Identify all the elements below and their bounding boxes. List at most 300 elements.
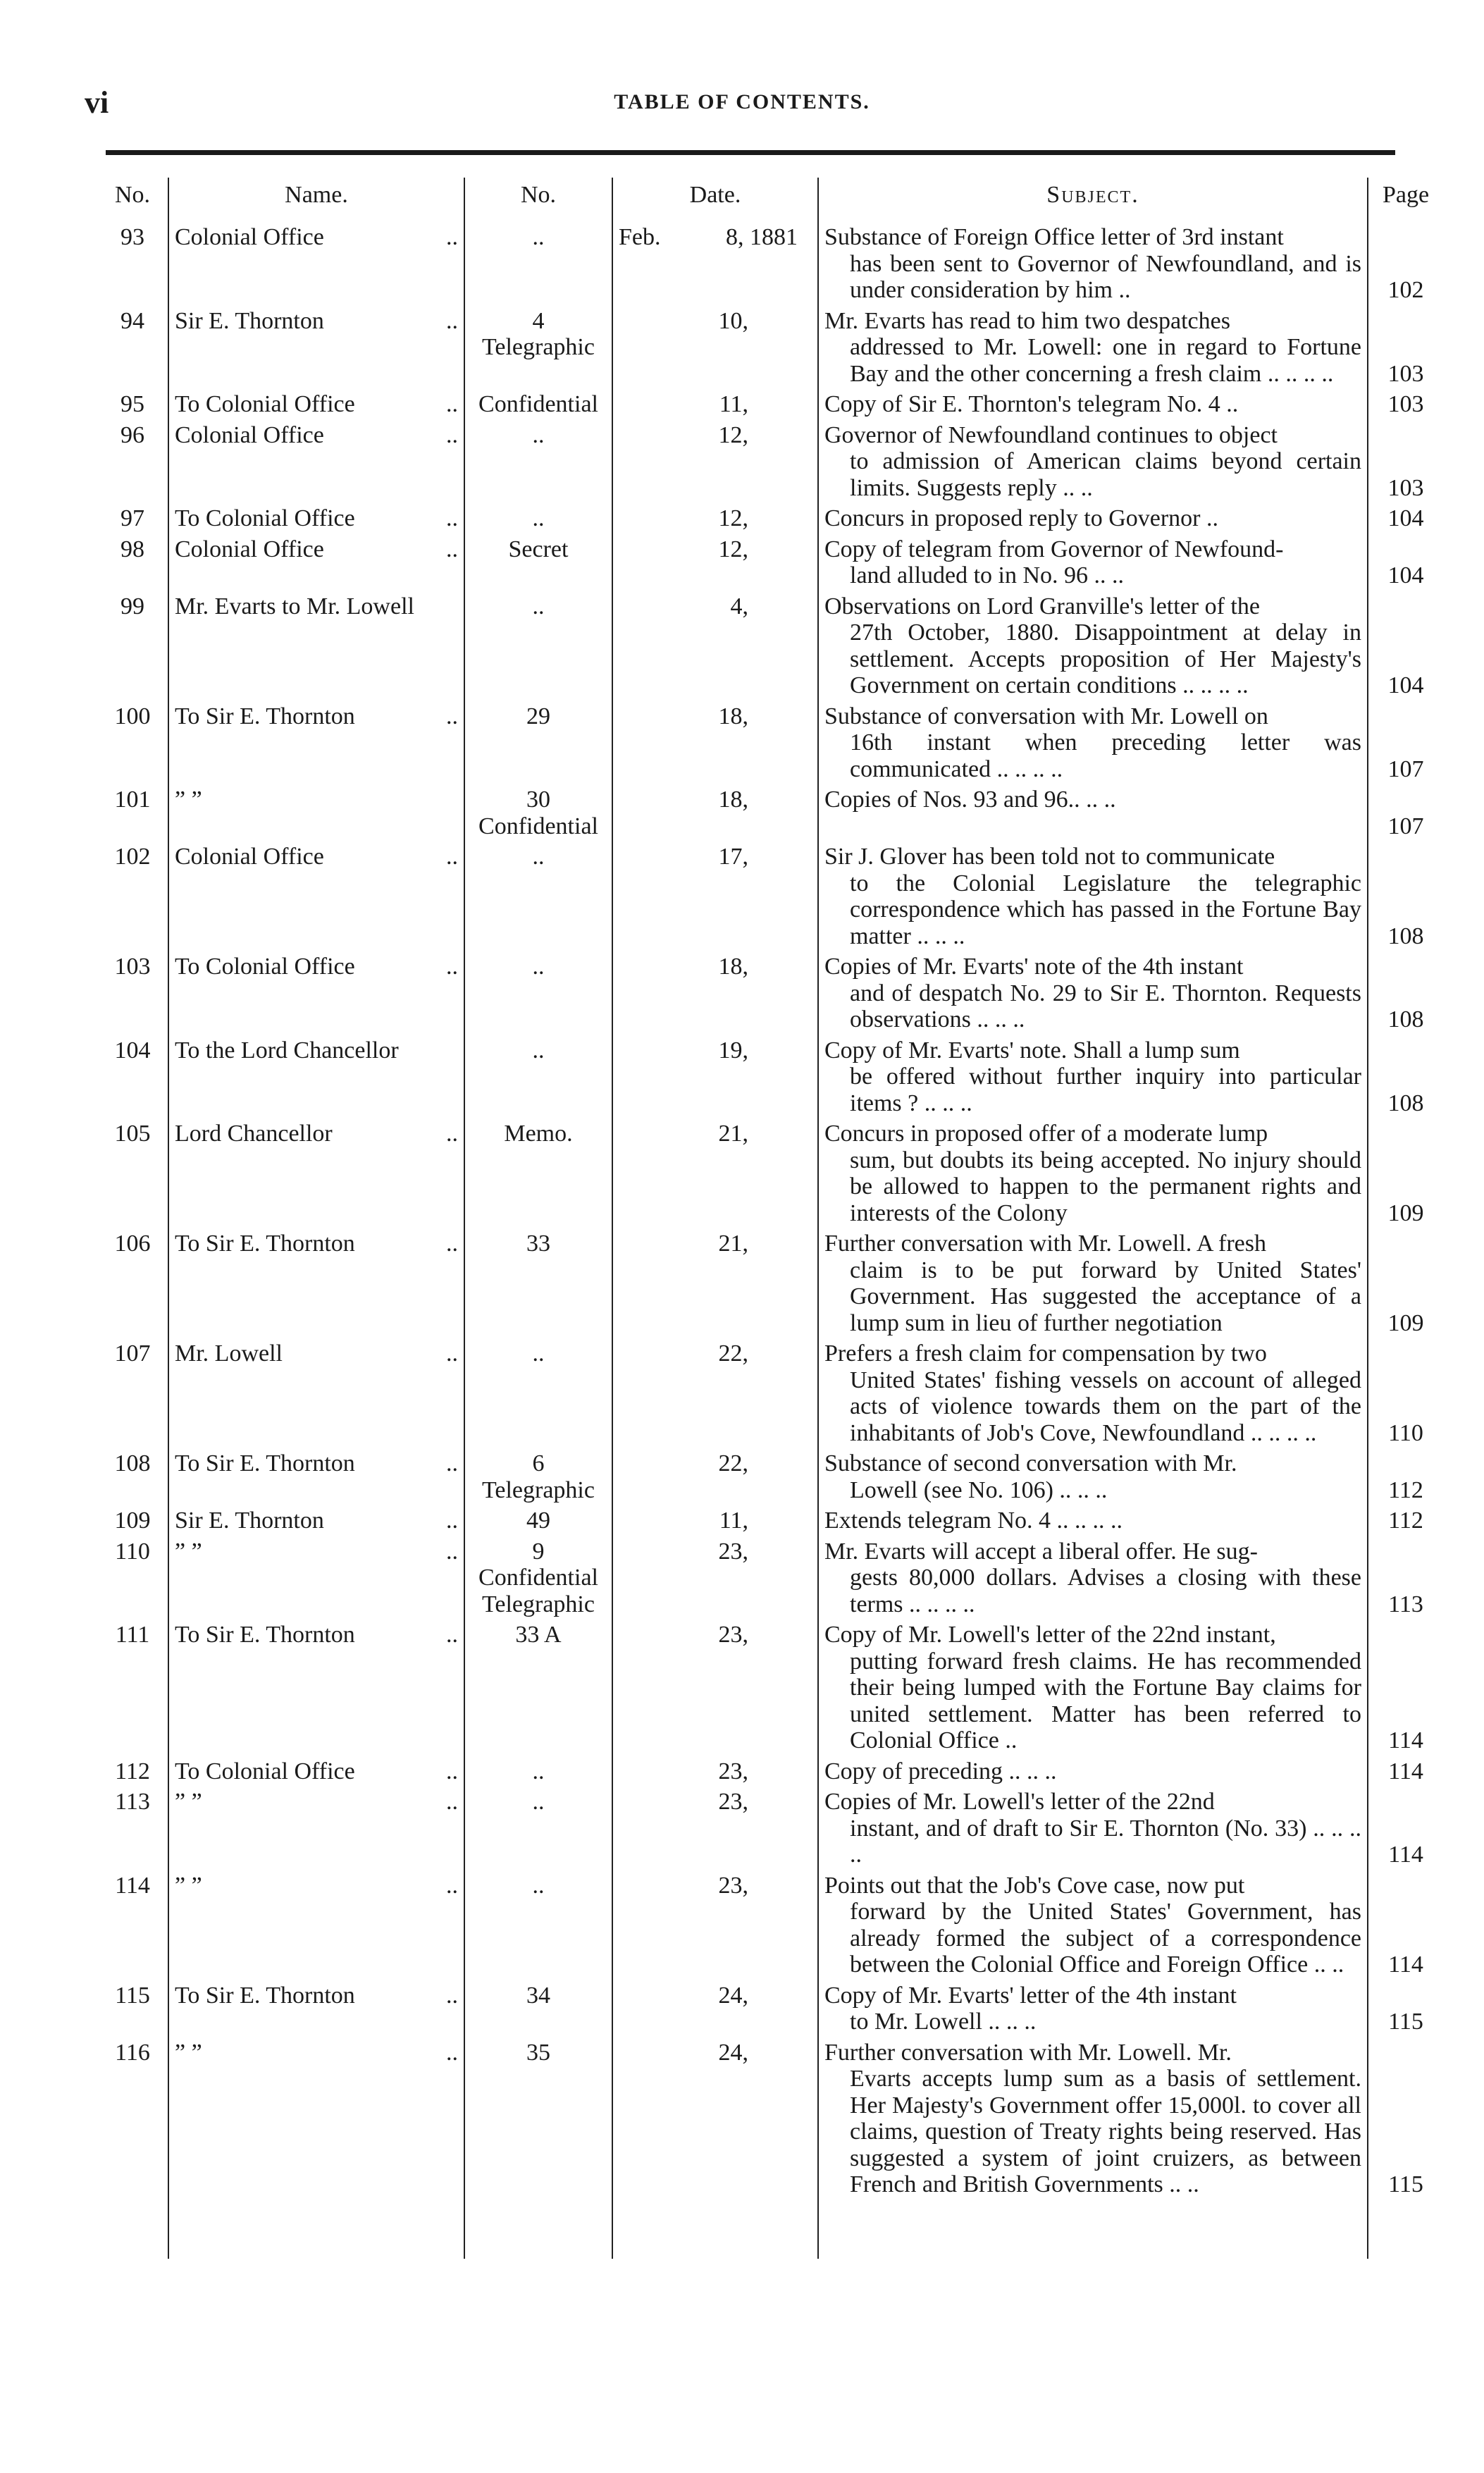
entry-subject-first-line: Mr. Evarts has read to him two despatches	[824, 307, 1230, 334]
entry-name-cell	[168, 703, 464, 787]
entry-subject-continuation: Lowell (see No. 106) .. .. ..	[850, 1476, 1108, 1503]
entry-date-wrap	[619, 1873, 812, 1899]
entry-subject-continuation: instant, and of draft to Sir E. Thornton (No. 33) .. .. .. ..	[850, 1815, 1361, 1868]
entry-number: 111	[115, 1622, 150, 1648]
entry-name-cell	[168, 2040, 464, 2202]
entry-name-leader: ..	[446, 1507, 458, 1534]
entry-subject-first-line: Substance of second conversation with Mr.	[824, 1450, 1237, 1476]
entry-date: 22,	[718, 1450, 748, 1476]
entry-subject-first-line: Concurs in proposed reply to Governor ..	[824, 505, 1219, 531]
entry-name: To Sir E. Thornton	[175, 1231, 355, 1257]
entry-page-number: 103	[1387, 391, 1424, 417]
table-row	[97, 308, 1443, 392]
entry-number: 102	[114, 844, 151, 870]
entry-subject	[818, 1340, 1368, 1450]
entry-date: 12,	[718, 421, 748, 448]
entry-date: 18,	[718, 954, 748, 980]
entry-despatch-number	[464, 308, 612, 392]
header-rule	[106, 150, 1395, 155]
entry-name: To the Lord Chancellor	[175, 1037, 399, 1063]
entry-subject-continuation: Evarts accepts lump sum as a basis of settlement. Her Majesty's Government offer 15,000l. to cover all claims, question of Treaty rights being reserved. Has suggested a system of joint cruizers, as between French and British Governments .. ..	[850, 2066, 1361, 2197]
entry-number: 99	[120, 593, 144, 619]
entry-number: 107	[114, 1340, 151, 1367]
entry-name-leader: ..	[446, 844, 458, 870]
entry-subject-first-line: Copy of Mr. Evarts' note. Shall a lump sum	[824, 1037, 1240, 1063]
contents-table	[97, 178, 1443, 2259]
entry-number: 112	[115, 1758, 150, 1784]
entry-date-wrap	[619, 593, 812, 620]
entry-despatch-number-text: ..	[532, 1340, 545, 1367]
entry-page-cell	[1368, 1121, 1443, 1231]
table-header-row	[97, 178, 1443, 224]
entry-page-cell	[1368, 1037, 1443, 1121]
entry-name-wrap	[175, 1758, 458, 1785]
entry-date-wrap	[619, 391, 812, 418]
entry-date-cell	[612, 1231, 818, 1340]
entry-despatch-number-text: ..	[532, 593, 545, 619]
entry-despatch-number-text: ..	[532, 844, 545, 870]
entry-page-number: 109	[1387, 1200, 1424, 1226]
entry-subject	[818, 1873, 1368, 1982]
entry-name-wrap	[175, 505, 458, 532]
entry-despatch-number	[464, 536, 612, 593]
entry-despatch-number	[464, 505, 612, 536]
entry-name-wrap	[175, 703, 458, 730]
entry-despatch-number-text: ..	[532, 224, 545, 250]
entry-subject-first-line: Points out that the Job's Cove case, now put	[824, 1872, 1245, 1899]
entry-page-cell	[1368, 1538, 1443, 1622]
table-row	[97, 1538, 1443, 1622]
entry-date: 10,	[718, 307, 748, 334]
table-row	[97, 1450, 1443, 1507]
entry-name-wrap	[175, 2040, 458, 2066]
entry-subject	[818, 593, 1368, 703]
entry-number: 97	[120, 505, 144, 531]
table-row	[97, 1622, 1443, 1758]
page-label: vi	[85, 85, 109, 120]
entry-date-cell	[612, 1622, 818, 1758]
entry-page-cell	[1368, 703, 1443, 787]
entry-date-cell	[612, 703, 818, 787]
entry-page-number: 109	[1387, 1309, 1424, 1336]
entry-despatch-number-text: 29	[526, 703, 550, 729]
entry-subject	[818, 536, 1368, 593]
entry-despatch-number-text: 4 Telegraphic	[482, 307, 595, 360]
entry-name-leader: ..	[446, 1538, 458, 1565]
entry-despatch-number-text: ..	[532, 1872, 545, 1899]
entry-date: 23,	[718, 1872, 748, 1899]
entry-page-number: 114	[1388, 1758, 1423, 1784]
entry-subject	[818, 1982, 1368, 2040]
table-row	[97, 1231, 1443, 1340]
entry-date: 18,	[718, 787, 748, 813]
entry-despatch-number	[464, 1873, 612, 1982]
entry-page-number: 110	[1388, 1419, 1423, 1446]
entry-name-cell	[168, 391, 464, 422]
entry-subject-first-line: Mr. Evarts will accept a liberal offer. He sug-	[824, 1538, 1258, 1565]
entry-date: 24,	[718, 1982, 748, 2009]
table-row	[97, 505, 1443, 536]
entry-page-number: 114	[1388, 1842, 1423, 1868]
entry-despatch-number	[464, 1622, 612, 1758]
table-row	[97, 422, 1443, 506]
table-tail-cell	[464, 2202, 612, 2259]
entry-despatch-number-text: 30 Confidential	[478, 787, 598, 839]
entry-subject-first-line: Copy of telegram from Governor of Newfound-	[824, 536, 1284, 562]
entry-name-wrap	[175, 391, 458, 418]
entry-date-wrap	[619, 1789, 812, 1815]
entry-date-cell	[612, 505, 818, 536]
entry-date-cell	[612, 308, 818, 392]
table-row	[97, 536, 1443, 593]
entry-despatch-number	[464, 2040, 612, 2202]
entry-number: 114	[115, 1872, 150, 1899]
entry-name-leader: ..	[446, 391, 458, 417]
entry-despatch-number	[464, 391, 612, 422]
entry-despatch-number-text: 35	[526, 2039, 550, 2066]
entry-subject-continuation: gests 80,000 dollars. Advises a closing with these terms .. .. .. ..	[850, 1565, 1361, 1617]
entry-name-wrap	[175, 1121, 458, 1147]
entry-despatch-number-text: 33 A	[515, 1622, 562, 1648]
table-row	[97, 391, 1443, 422]
entry-name-leader: ..	[446, 1789, 458, 1815]
entry-page-cell	[1368, 844, 1443, 954]
entry-name-leader: ..	[446, 954, 458, 980]
entry-name: Mr. Lowell	[175, 1340, 283, 1367]
entry-name-cell	[168, 1622, 464, 1758]
col-header-subject-text: Subject.	[1046, 182, 1139, 208]
entry-date: 22,	[718, 1340, 748, 1367]
entry-name-leader: ..	[446, 1872, 458, 1899]
entry-name: Colonial Office	[175, 224, 324, 250]
col-header-date: Date.	[612, 178, 818, 224]
entry-page-number: 112	[1388, 1507, 1423, 1534]
entry-despatch-number-text: 34	[526, 1982, 550, 2009]
entry-despatch-number	[464, 1789, 612, 1873]
col-header-no: No.	[114, 182, 151, 208]
entry-name: ” ”	[175, 1789, 202, 1815]
entry-date-cell	[612, 224, 818, 308]
entry-date-wrap	[619, 505, 812, 532]
entry-name-wrap	[175, 844, 458, 870]
table-tail-cell	[612, 2202, 818, 2259]
entry-subject-continuation: to Mr. Lowell .. .. ..	[850, 2009, 1037, 2035]
entry-name: To Colonial Office	[175, 1758, 355, 1784]
entry-despatch-number	[464, 422, 612, 506]
entry-date-cell	[612, 1982, 818, 2040]
entry-subject	[818, 1121, 1368, 1231]
table-row	[97, 703, 1443, 787]
entry-despatch-number	[464, 1340, 612, 1450]
entry-despatch-number-text: Memo.	[504, 1121, 573, 1147]
entry-date-cell	[612, 1873, 818, 1982]
entry-name: To Sir E. Thornton	[175, 1450, 355, 1476]
entry-name: ” ”	[175, 1872, 202, 1899]
entry-despatch-number-text: 33	[526, 1231, 550, 1257]
entry-page-number: 113	[1388, 1591, 1423, 1617]
entry-number: 108	[114, 1450, 151, 1476]
entry-page-number: 108	[1387, 1090, 1424, 1116]
entry-subject-first-line: Further conversation with Mr. Lowell. A fresh	[824, 1231, 1267, 1257]
entry-subject	[818, 703, 1368, 787]
entry-subject-continuation: putting forward fresh claims. He has recommended their being lumped with the Fortune Bay claims for united settlement. Matter has been referred to Colonial Office ..	[850, 1648, 1361, 1753]
entry-name-wrap	[175, 1037, 458, 1064]
entry-page-number: 107	[1387, 756, 1424, 782]
entry-subject	[818, 1538, 1368, 1622]
entry-despatch-number	[464, 844, 612, 954]
entry-number: 101	[114, 787, 151, 813]
entry-subject-first-line: Extends telegram No. 4 .. .. .. ..	[824, 1507, 1123, 1534]
entry-despatch-number	[464, 1538, 612, 1622]
table-row	[97, 1340, 1443, 1450]
entry-subject-continuation: and of despatch No. 29 to Sir E. Thornton. Requests observations .. .. ..	[850, 980, 1361, 1032]
entry-name-cell	[168, 505, 464, 536]
entry-subject-first-line: Governor of Newfoundland continues to object	[824, 421, 1278, 448]
entry-page-cell	[1368, 505, 1443, 536]
entry-date-cell	[612, 844, 818, 954]
table-row	[97, 954, 1443, 1037]
entry-name-wrap	[175, 593, 458, 620]
entry-subject	[818, 1622, 1368, 1758]
entry-name-leader: ..	[446, 1231, 458, 1257]
entry-subject-continuation: has been sent to Governor of Newfoundland, and is under consideration by him ..	[850, 250, 1361, 303]
entry-name-cell	[168, 422, 464, 506]
table-row	[97, 1037, 1443, 1121]
entry-date-cell	[612, 954, 818, 1037]
entry-name-cell	[168, 1873, 464, 1982]
entry-despatch-number-text: ..	[532, 954, 545, 980]
table-tail-row	[97, 2202, 1443, 2259]
entry-date-wrap	[619, 224, 812, 251]
entry-date-wrap	[619, 1982, 812, 2009]
entry-date-wrap	[619, 954, 812, 980]
entry-subject-first-line: Concurs in proposed offer of a moderate lump	[824, 1121, 1268, 1147]
entry-name-leader: ..	[446, 307, 458, 334]
entry-name: To Sir E. Thornton	[175, 703, 355, 729]
entry-name-wrap	[175, 308, 458, 335]
entry-date: 12,	[718, 505, 748, 531]
entry-page-number: 112	[1388, 1476, 1423, 1503]
entry-subject	[818, 1450, 1368, 1507]
entry-despatch-number-text: 6 Telegraphic	[482, 1450, 595, 1503]
entry-date: 23,	[718, 1538, 748, 1565]
entry-subject-continuation: land alluded to in No. 96 .. ..	[850, 562, 1125, 588]
entry-subject-first-line: Copies of Mr. Lowell's letter of the 22nd	[824, 1789, 1215, 1815]
entry-subject-continuation: sum, but doubts its being accepted. No injury should be allowed to happen to the permanent rights and interests of the Colony	[850, 1147, 1361, 1226]
entry-name-leader: ..	[446, 703, 458, 729]
table-row	[97, 1982, 1443, 2040]
entry-date: 17,	[718, 844, 748, 870]
entry-name-leader: ..	[446, 224, 458, 250]
entry-name: Sir E. Thornton	[175, 1507, 324, 1534]
entry-page-number: 104	[1387, 505, 1424, 531]
entry-despatch-number-text: ..	[532, 505, 545, 531]
entry-subject-continuation: be offered without further inquiry into particular items ? .. .. ..	[850, 1063, 1361, 1116]
entry-name-wrap	[175, 1622, 458, 1648]
table-row	[97, 224, 1443, 308]
entry-date-wrap	[619, 1231, 812, 1257]
entry-name: Colonial Office	[175, 536, 324, 562]
entry-name-wrap	[175, 787, 458, 813]
table-row	[97, 2040, 1443, 2202]
entry-subject-first-line: Sir J. Glover has been told not to communicate	[824, 844, 1275, 870]
entry-subject	[818, 844, 1368, 954]
entry-name-cell	[168, 1789, 464, 1873]
entry-subject-first-line: Further conversation with Mr. Lowell. Mr.	[824, 2039, 1232, 2066]
entry-despatch-number	[464, 703, 612, 787]
entry-subject-continuation: addressed to Mr. Lowell: one in regard to Fortune Bay and the other concerning a fresh claim .. .. .. ..	[850, 334, 1361, 387]
entry-name-cell	[168, 954, 464, 1037]
entry-number: 98	[120, 536, 144, 562]
entry-despatch-number-text: 9 Confidential Telegraphic	[478, 1538, 598, 1617]
entry-page-number: 103	[1387, 474, 1424, 501]
entry-page-number: 115	[1388, 2171, 1423, 2197]
entry-date: 21,	[718, 1231, 748, 1257]
entry-despatch-number	[464, 1982, 612, 2040]
entry-page-number: 114	[1388, 1951, 1423, 1978]
entry-date-wrap	[619, 1758, 812, 1785]
entry-despatch-number	[464, 1231, 612, 1340]
entry-subject-first-line: Prefers a fresh claim for compensation by two	[824, 1340, 1267, 1367]
entry-subject-first-line: Copy of Mr. Lowell's letter of the 22nd instant,	[824, 1622, 1276, 1648]
entry-date: 4,	[730, 593, 748, 619]
entry-date-cell	[612, 536, 818, 593]
entry-name-cell	[168, 844, 464, 954]
entry-page-number: 104	[1387, 562, 1424, 588]
entry-page-cell	[1368, 224, 1443, 308]
entry-despatch-number	[464, 224, 612, 308]
entry-despatch-number	[464, 1037, 612, 1121]
entry-name-leader: ..	[446, 421, 458, 448]
entry-despatch-number-text: ..	[532, 1789, 545, 1815]
entry-number: 105	[114, 1121, 151, 1147]
entry-name-cell	[168, 1450, 464, 1507]
entry-page-cell	[1368, 1340, 1443, 1450]
entry-date-cell	[612, 422, 818, 506]
entry-page-cell	[1368, 1622, 1443, 1758]
entry-name-leader: ..	[446, 2039, 458, 2066]
entry-subject-continuation: United States' fishing vessels on account of alleged acts of violence towards them on the part of the inhabitants of Job's Cove, Newfoundland .. .. .. ..	[850, 1367, 1361, 1446]
entry-date-cell	[612, 1037, 818, 1121]
entry-date-wrap	[619, 1507, 812, 1534]
entry-date-cell	[612, 1507, 818, 1538]
entry-name-cell	[168, 787, 464, 844]
entry-name: Colonial Office	[175, 421, 324, 448]
entry-name-wrap	[175, 1450, 458, 1477]
entry-subject-first-line: Observations on Lord Granville's letter of the	[824, 593, 1260, 619]
entry-date: 18,	[718, 703, 748, 729]
entry-name: ” ”	[175, 2039, 202, 2066]
entry-page-cell	[1368, 422, 1443, 506]
entry-name-wrap	[175, 954, 458, 980]
entry-page-cell	[1368, 593, 1443, 703]
entry-number: 109	[114, 1507, 151, 1534]
entry-date-cell	[612, 1121, 818, 1231]
entry-subject-continuation: 27th October, 1880. Disappointment at delay in settlement. Accepts proposition of Her Majesty's Government on certain conditions .. .. .. ..	[850, 619, 1361, 698]
entry-name-wrap	[175, 1507, 458, 1534]
entry-date: 8, 1881	[726, 224, 798, 250]
entry-subject	[818, 954, 1368, 1037]
entry-name: Mr. Evarts to Mr. Lowell	[175, 593, 414, 619]
col-header-name: Name.	[168, 178, 464, 224]
entry-name-wrap	[175, 1873, 458, 1899]
entry-subject	[818, 391, 1368, 422]
entry-page-cell	[1368, 1507, 1443, 1538]
entry-date-cell	[612, 2040, 818, 2202]
entry-name: To Colonial Office	[175, 505, 355, 531]
entry-page-cell	[1368, 1873, 1443, 1982]
entry-name-wrap	[175, 1231, 458, 1257]
entry-date: 19,	[718, 1037, 748, 1063]
entry-subject	[818, 2040, 1368, 2202]
entry-name-cell	[168, 1758, 464, 1789]
entry-page-cell	[1368, 391, 1443, 422]
entry-despatch-number-text: Confidential	[478, 391, 598, 417]
table-tail-cell	[1368, 2202, 1443, 2259]
entry-date-wrap	[619, 1538, 812, 1565]
entry-number: 113	[115, 1789, 150, 1815]
entry-name-wrap	[175, 536, 458, 563]
entry-page-cell	[1368, 787, 1443, 844]
entry-despatch-number	[464, 1758, 612, 1789]
entry-page-number: 115	[1388, 2009, 1423, 2035]
entry-page-number: 107	[1387, 813, 1424, 839]
entry-name: Colonial Office	[175, 844, 324, 870]
entry-subject	[818, 1789, 1368, 1873]
col-header-subject	[818, 178, 1368, 224]
table-row	[97, 1873, 1443, 1982]
entry-subject	[818, 422, 1368, 506]
entry-name-wrap	[175, 1538, 458, 1565]
entry-name-wrap	[175, 1340, 458, 1367]
entry-subject-first-line: Copies of Mr. Evarts' note of the 4th instant	[824, 954, 1244, 980]
entry-page-cell	[1368, 954, 1443, 1037]
entry-page-number: 108	[1387, 923, 1424, 949]
entry-name-cell	[168, 593, 464, 703]
entry-name-cell	[168, 1340, 464, 1450]
entry-page-cell	[1368, 536, 1443, 593]
entry-subject	[818, 224, 1368, 308]
entry-subject	[818, 1507, 1368, 1538]
entry-despatch-number-text: 49	[526, 1507, 550, 1534]
entry-subject-continuation: to the Colonial Legislature the telegraphic correspondence which has passed in the Fortune Bay matter .. .. ..	[850, 870, 1361, 949]
entry-name-cell	[168, 1538, 464, 1622]
entry-date: 24,	[718, 2039, 748, 2066]
entry-name-cell	[168, 1231, 464, 1340]
entry-page-cell	[1368, 1982, 1443, 2040]
entry-name-wrap	[175, 422, 458, 449]
table-row	[97, 1758, 1443, 1789]
entry-name: To Sir E. Thornton	[175, 1982, 355, 2009]
entry-subject-continuation: forward by the United States' Government, has already formed the subject of a correspondence between the Colonial Office and Foreign Office .. ..	[850, 1899, 1361, 1978]
entry-name-leader: ..	[446, 536, 458, 562]
entry-date-wrap	[619, 1037, 812, 1064]
col-header-page: Page	[1382, 182, 1430, 208]
entry-name: Sir E. Thornton	[175, 307, 324, 334]
entry-name-cell	[168, 308, 464, 392]
entry-subject-first-line: Copies of Nos. 93 and 96.. .. ..	[824, 787, 1116, 813]
entry-subject-continuation: claim is to be put forward by United States' Government. Has suggested the acceptance of a lump sum in lieu of further negotiation	[850, 1257, 1361, 1336]
entry-subject	[818, 505, 1368, 536]
entry-page-cell	[1368, 308, 1443, 392]
entry-name-cell	[168, 1037, 464, 1121]
entry-date-wrap	[619, 844, 812, 870]
entry-date-wrap	[619, 2040, 812, 2066]
entry-name: ” ”	[175, 1538, 202, 1565]
entry-date-wrap	[619, 422, 812, 449]
entry-date: 21,	[718, 1121, 748, 1147]
entry-name: To Colonial Office	[175, 954, 355, 980]
